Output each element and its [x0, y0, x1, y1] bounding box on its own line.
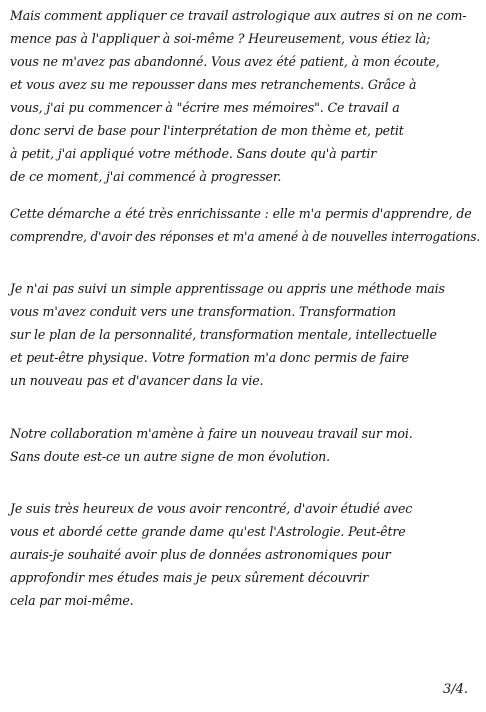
text-line: Mais comment appliquer ce travail astrologique aux autres si on ne com-	[10, 8, 467, 23]
text-line: Je suis très heureux de vous avoir rencontré, d'avoir étudié avec	[10, 501, 413, 516]
text-line: Sans doute est-ce un autre signe de mon évolution.	[10, 449, 330, 464]
page-number: 3/4.	[442, 682, 468, 697]
text-line: et vous avez su me repousser dans mes retranchements. Grâce à	[10, 77, 417, 92]
text-line: un nouveau pas et d'avancer dans la vie.	[10, 373, 264, 388]
text-line: aurais-je souhaité avoir plus de données astronomiques pour	[10, 547, 391, 562]
text-line: Je n'ai pas suivi un simple apprentissage ou appris une méthode mais	[10, 281, 445, 296]
text-line: Cette démarche a été très enrichissante : elle m'a permis d'apprendre, de	[10, 206, 472, 221]
text-line: donc servi de base pour l'interprétation de mon thème et, petit	[10, 123, 404, 138]
text-line: approfondir mes études mais je peux sûrement découvrir	[10, 570, 369, 585]
text-line: mence pas à l'appliquer à soi-même ? Heureusement, vous étiez là;	[10, 31, 431, 46]
text-line: vous, j'ai pu commencer à "écrire mes mémoires". Ce travail a	[10, 100, 400, 115]
text-line: vous m'avez conduit vers une transformation. Transformation	[10, 304, 396, 319]
text-line: comprendre, d'avoir des réponses et m'a amené à de nouvelles interrogations.	[10, 229, 481, 244]
text-line: vous ne m'avez pas abandonné. Vous avez été patient, à mon écoute,	[10, 54, 440, 69]
text-line: Notre collaboration m'amène à faire un nouveau travail sur moi.	[10, 426, 413, 441]
text-line: à petit, j'ai appliqué votre méthode. Sans doute qu'à partir	[10, 146, 377, 161]
text-line: vous et abordé cette grande dame qu'est l'Astrologie. Peut-être	[10, 524, 406, 539]
text-line: sur le plan de la personnalité, transformation mentale, intellectuelle	[10, 327, 437, 342]
text-line: cela par moi-même.	[10, 593, 134, 608]
text-line: de ce moment, j'ai commencé à progresser.	[10, 169, 282, 184]
text-line: et peut-être physique. Votre formation m'a donc permis de faire	[10, 350, 409, 365]
